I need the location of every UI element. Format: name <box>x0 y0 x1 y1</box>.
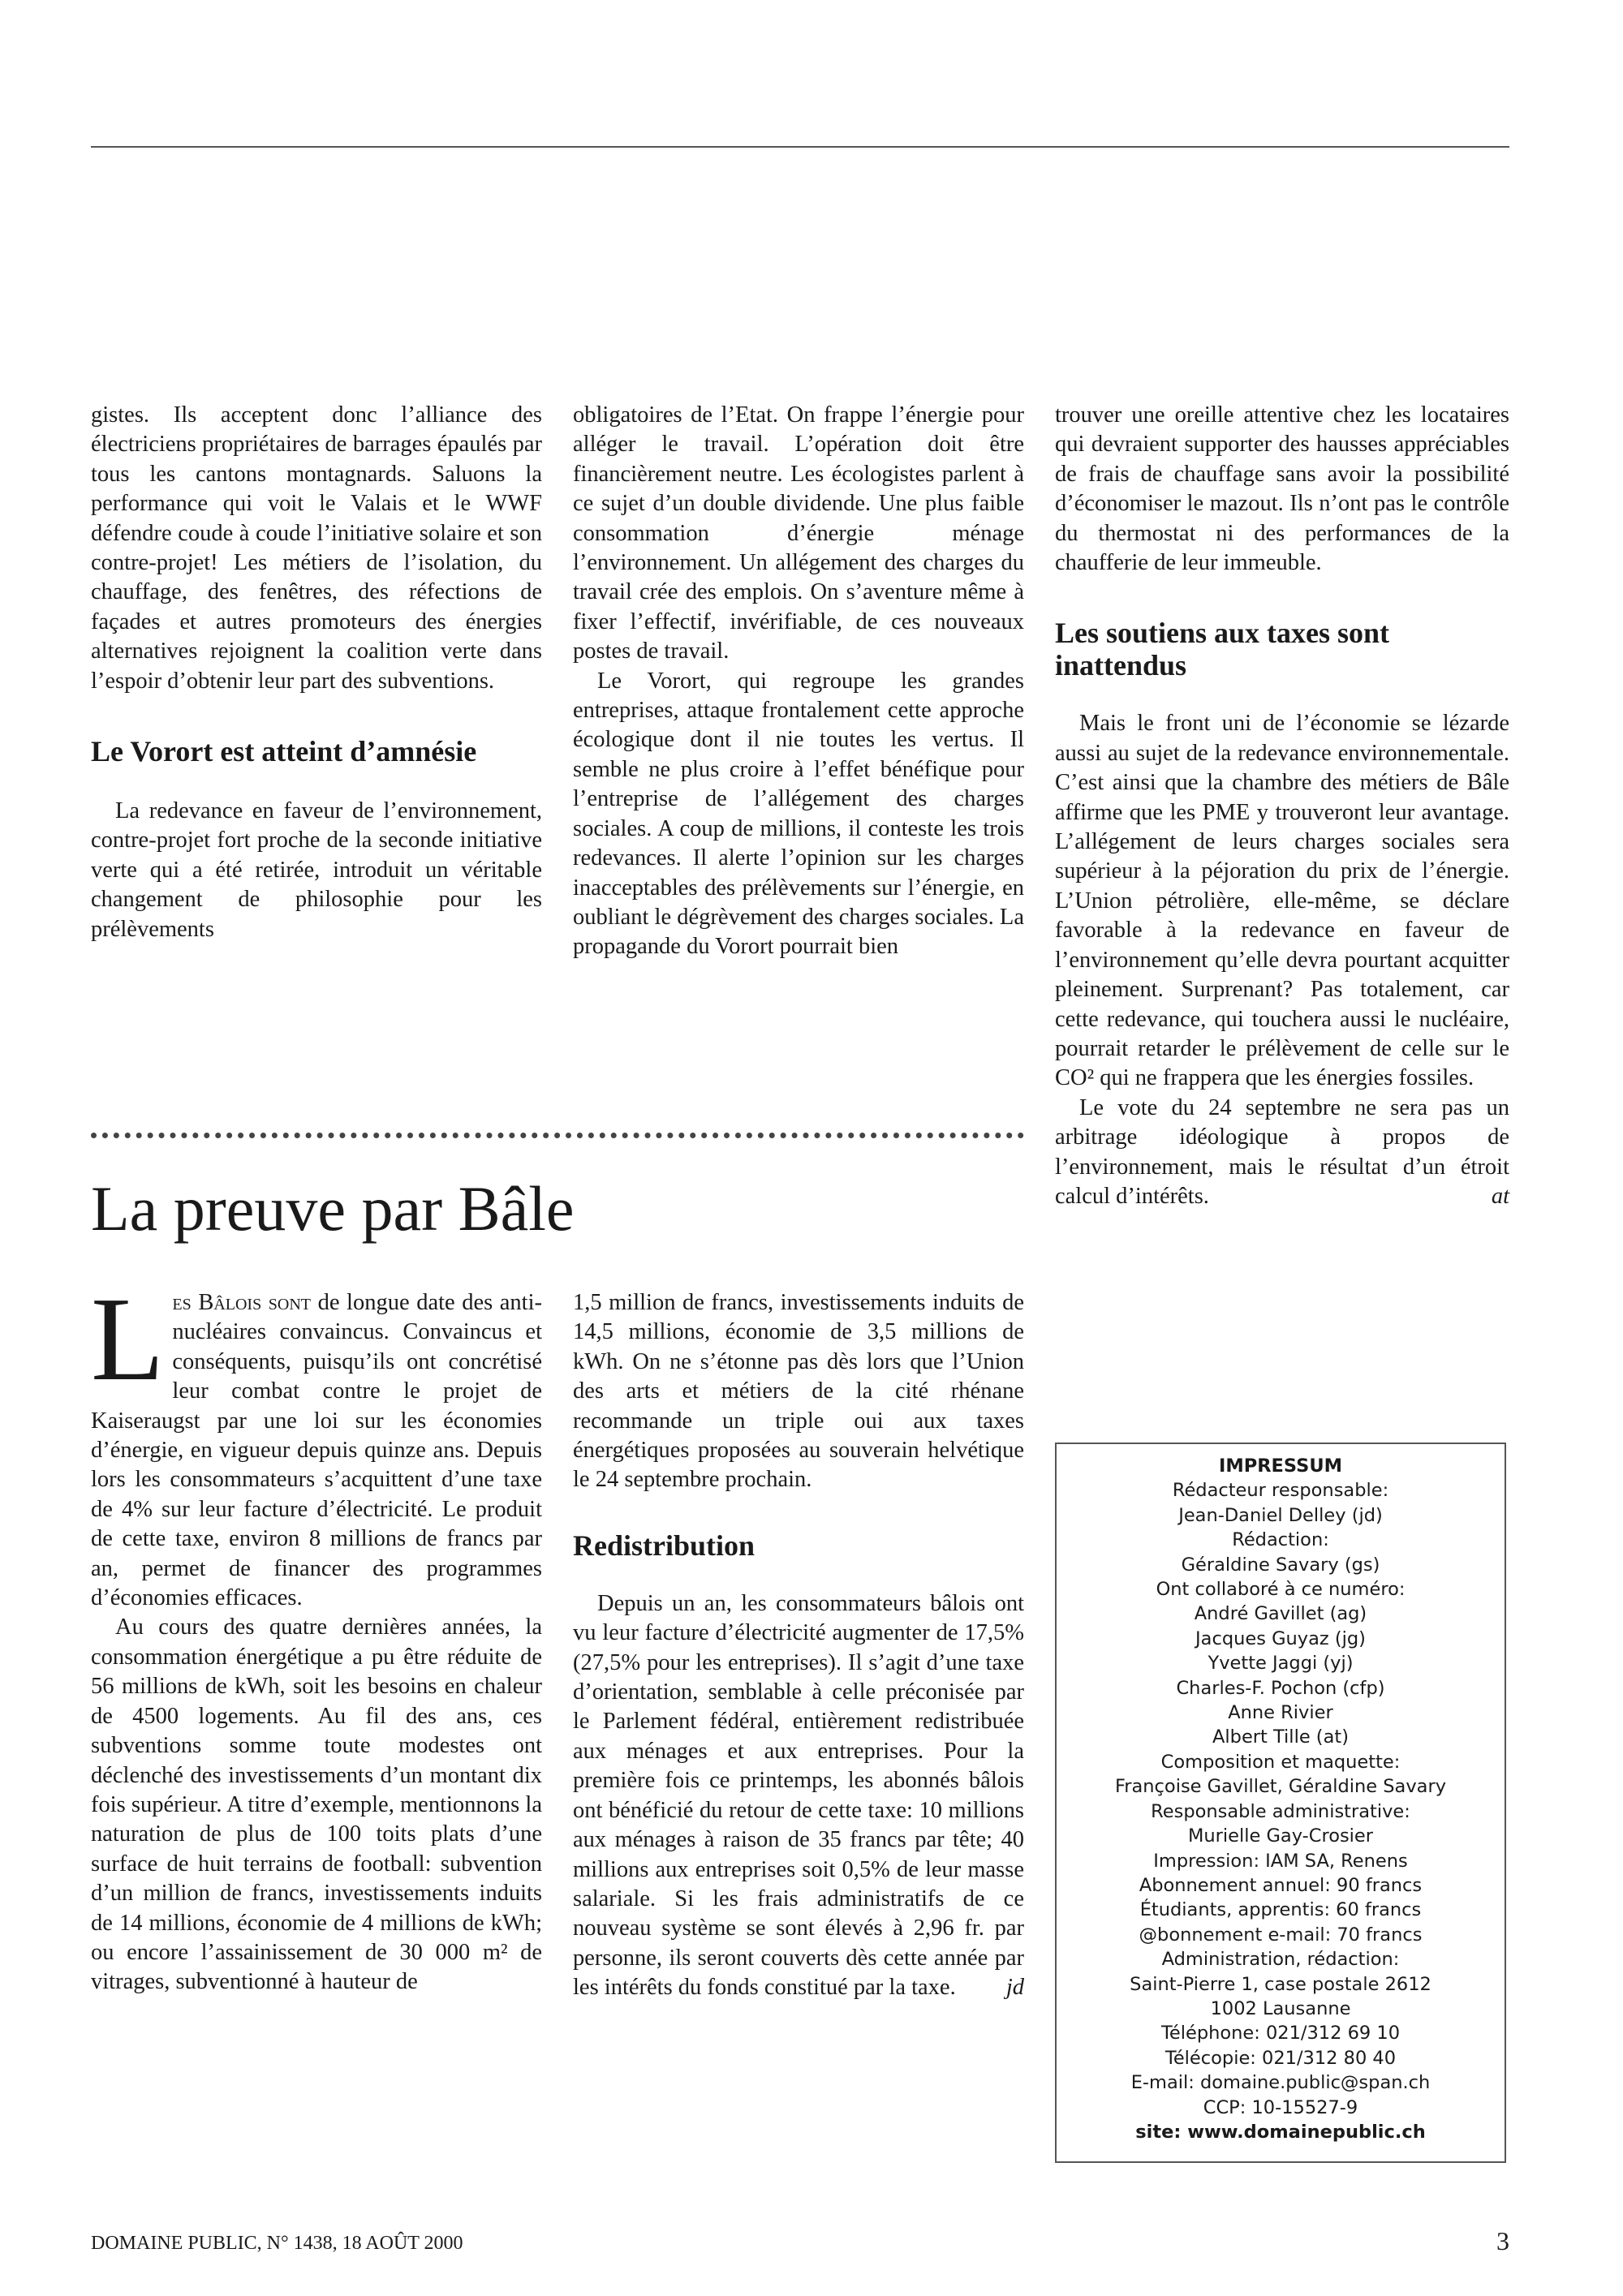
impressum-line: Anne Rivier <box>1228 1702 1333 1724</box>
article1-col2-paragraph-2: Le Vorort, qui regroupe les grandes entreprises, attaque frontalement cette approche écologique dont il nie toutes les vertus. Il semble ne plus croire à l’effet bénéfique pour l’entreprise de l’allégement des charges sociales. A coup de millions, il conteste les trois redevances. Il alerte l’opinion sur les charges inacceptables des prélèvements sur l’énergie, en oubliant le dégrèvement des charges sociales. La propagande du Vorort pourrait bien <box>573 668 1024 960</box>
article1-col3-paragraph: trouver une oreille attentive chez les locataires qui devraient supporter des hausses appréciables de frais de chauffage sans avoir la possibilité d’économiser le mazout. Ils n’ont pas le contrôle du thermostat ni des performances de la chaufferie de leur immeuble. <box>1055 402 1509 576</box>
impressum-line: Géraldine Savary (gs) <box>1181 1554 1380 1576</box>
impressum-line: E-mail: domaine.public@span.ch <box>1130 2072 1431 2094</box>
impressum-line: Administration, rédaction: <box>1161 1949 1400 1971</box>
impressum-line: Responsable administrative: <box>1151 1800 1410 1822</box>
impressum-box <box>1055 1443 1506 2163</box>
article2-col1-paragraph-2: Au cours des quatre dernières années, la consommation énergétique a pu être réduite de 56 millions de kWh, soit les besoins en chaleur de 4500 logements. Au fil des ans, ces subventions somme toute modestes ont déclenché des investissements d’un montant dix fois supérieur. A titre d’exemple, mentionnons la naturation de plus de 100 toits plats d’une surface de huit terrains de football: subvention d’un million de francs, investissements induits de 14 millions, économie de 4 millions de kWh; ou encore l’assainissement de 30 000 m² de vitrages, subventionné à hauteur de <box>91 1615 542 1995</box>
impressum-line: Impression: IAM SA, Renens <box>1153 1850 1408 1872</box>
lead-text: de longue date des anti-nucléaires convaincus. Convaincus et conséquents, puisqu’ils ont concrétisé leur combat contre le projet de Kaiseraugst par une loi sur les économies d’énergie, en vigueur depuis quinze ans. Depuis lors les consommateurs s’acquittent d’une taxe de 4% sur leur facture d’électricité. Le produit de cette taxe, environ 8 millions de francs par an, permet de financer des programmes d’économies efficaces. <box>91 1290 543 1611</box>
impressum-line: Albert Tille (at) <box>1212 1726 1349 1748</box>
impressum-line: Rédacteur responsable: <box>1172 1480 1389 1502</box>
subheading-soutiens: Les soutiens aux taxes sont inattendus <box>1055 617 1390 682</box>
footer-publication: DOMAINE PUBLIC, N° 1438, 18 AOÛT 2000 <box>91 2233 463 2254</box>
impressum-line: Françoise Gavillet, Géraldine Savary <box>1114 1776 1447 1798</box>
impressum-line: Yvette Jaggi (yj) <box>1208 1653 1354 1675</box>
article2-lead-paragraph <box>91 1273 543 1613</box>
article1-col1-paragraph: gistes. Ils acceptent donc l’alliance des électriciens propriétaires de barrages épaulés par tous les cantons montagnards. Saluons la performance qui voit le Valais et le WWF défendre coude à coude l’initiative solaire et son contre-projet! Les métiers de l’isolation, du chauffage, des fenêtres, des réfections de façades et autres promoteurs des énergies alternatives rejoignent la coalition verte dans l’espoir d’obtenir leur part des subventions. <box>91 402 542 694</box>
author-signature-at: at <box>1491 1183 1509 1209</box>
impressum-line: Charles-F. Pochon (cfp) <box>1176 1677 1385 1699</box>
article2-col2-paragraph: 1,5 million de francs, investissements induits de 14,5 millions, économie de 3,5 millions de kWh. On ne s’étonne pas dès lors que l’Union des arts et métiers de la cité rhénane recommande un triple oui aux taxes énergétiques proposées au souverain helvétique le 24 septembre prochain. <box>573 1290 1024 1493</box>
article-divider <box>91 1133 1024 1138</box>
impressum-line: Téléphone: 021/312 69 10 <box>1160 2023 1401 2044</box>
impressum-line: @bonnement e-mail: 70 francs <box>1139 1924 1423 1946</box>
top-rule <box>91 146 1509 148</box>
article2-column-2 <box>573 1288 1024 2003</box>
page-number: 3 <box>1496 2226 1509 2255</box>
impressum-line: 1002 Lausanne <box>1210 1997 1351 2019</box>
conclusion-text: Le vote du 24 septembre ne sera pas un arbitrage idéologique à propos de l’environnement, mais le résultat d’un étroit calcul d’intérêts. <box>1055 1094 1509 1209</box>
impressum-line: Jean-Daniel Delley (jd) <box>1178 1504 1383 1526</box>
impressum-site: site: www.domainepublic.ch <box>1135 2121 1426 2143</box>
lead-smallcaps: es Bâlois sont <box>172 1290 312 1315</box>
impressum-line: Jacques Guyaz (jg) <box>1195 1627 1366 1649</box>
redistribution-text: Depuis un an, les consommateurs bâlois ont vu leur facture d’électricité augmenter de 17,5% (27,5% pour les entreprises). Il s’agit d’une taxe d’orientation, semblable à celle préconisée par le Parlement fédéral, entièrement redistribuée aux ménages et aux entreprises. Pour la première fois ce printemps, les abonnés bâlois ont bénéficié du retour de cette taxe: 10 millions aux ménages à raison de 35 francs par tête; 40 millions aux entreprises soit 0,5% de leur masse salariale. Si les frais administratifs de ce nouveau système se sont élevés à 2,96 fr. par personne, ils seront couverts dès cette année par les intérêts du fonds constitué par la taxe. <box>573 1590 1024 2001</box>
article1-column-3 <box>1055 401 1509 1211</box>
article2-col2-paragraph-2 <box>573 1589 1024 2003</box>
impressum-line: Télécopie: 021/312 80 40 <box>1165 2047 1397 2069</box>
impressum-title: IMPRESSUM <box>1218 1455 1342 1477</box>
article1-column-1 <box>91 401 542 944</box>
article2-column-1 <box>91 1273 543 1997</box>
impressum-line: Composition et maquette: <box>1160 1751 1401 1773</box>
impressum-line: Étudiants, apprentis: 60 francs <box>1139 1899 1422 1921</box>
article1-col1-paragraph-2: La redevance en faveur de l’environnement, contre-projet fort proche de la seconde initiative verte qui a été retirée, introduit un véritable changement de philosophie pour les prélèvements <box>91 798 542 942</box>
impressum-line: Murielle Gay-Crosier <box>1187 1825 1374 1847</box>
subheading-vorort: Le Vorort est atteint d’amnésie <box>91 735 477 768</box>
article-title: La preuve par Bâle <box>91 1173 575 1244</box>
impressum-line: Abonnement annuel: 90 francs <box>1139 1874 1423 1896</box>
drop-cap: L <box>91 1273 165 1406</box>
article1-col3-paragraph-3 <box>1055 1094 1509 1212</box>
subheading-redistribution: Redistribution <box>573 1529 756 1562</box>
article1-col3-paragraph-2: Mais le front uni de l’économie se lézarde aussi au sujet de la redevance environnementale. C’est ainsi que la chambre des métiers de Bâle affirme que les PME y trouveront leur avantage. L’allégement de leurs charges sociales sera supérieur à la péjoration du prix de l’énergie. L’Union pétrolière, elle-même, se déclare favorable à la redevance en faveur de l’environnement qu’elle devra pourtant acquitter pleinement. Surprenant? Pas totalement, car cette redevance, qui touchera aussi le nucléaire, pourrait retarder le prélèvement de celle sur le CO² qui ne frappera que les énergies fossiles. <box>1055 711 1509 1091</box>
impressum-line: Ont collaboré à ce numéro: <box>1156 1579 1406 1601</box>
impressum-line: André Gavillet (ag) <box>1194 1603 1367 1625</box>
article1-column-2 <box>573 401 1024 962</box>
author-signature-jd: jd <box>1005 1975 1024 2001</box>
impressum-line: CCP: 10-15527-9 <box>1203 2096 1358 2118</box>
article1-col2-paragraph: obligatoires de l’Etat. On frappe l’énergie pour alléger le travail. L’opération doit être financièrement neutre. Les écologistes parlent à ce sujet d’un double dividende. Une plus faible consommation d’énergie ménage l’environnement. Un allégement des charges du travail crée des emplois. On s’aventure même à fixer l’effectif, invérifiable, de ces nouveaux postes de travail. <box>573 402 1024 664</box>
impressum-line: Saint-Pierre 1, case postale 2612 <box>1130 1973 1431 1995</box>
impressum-lines <box>1057 1478 1505 2120</box>
impressum-line: Rédaction: <box>1232 1529 1329 1551</box>
